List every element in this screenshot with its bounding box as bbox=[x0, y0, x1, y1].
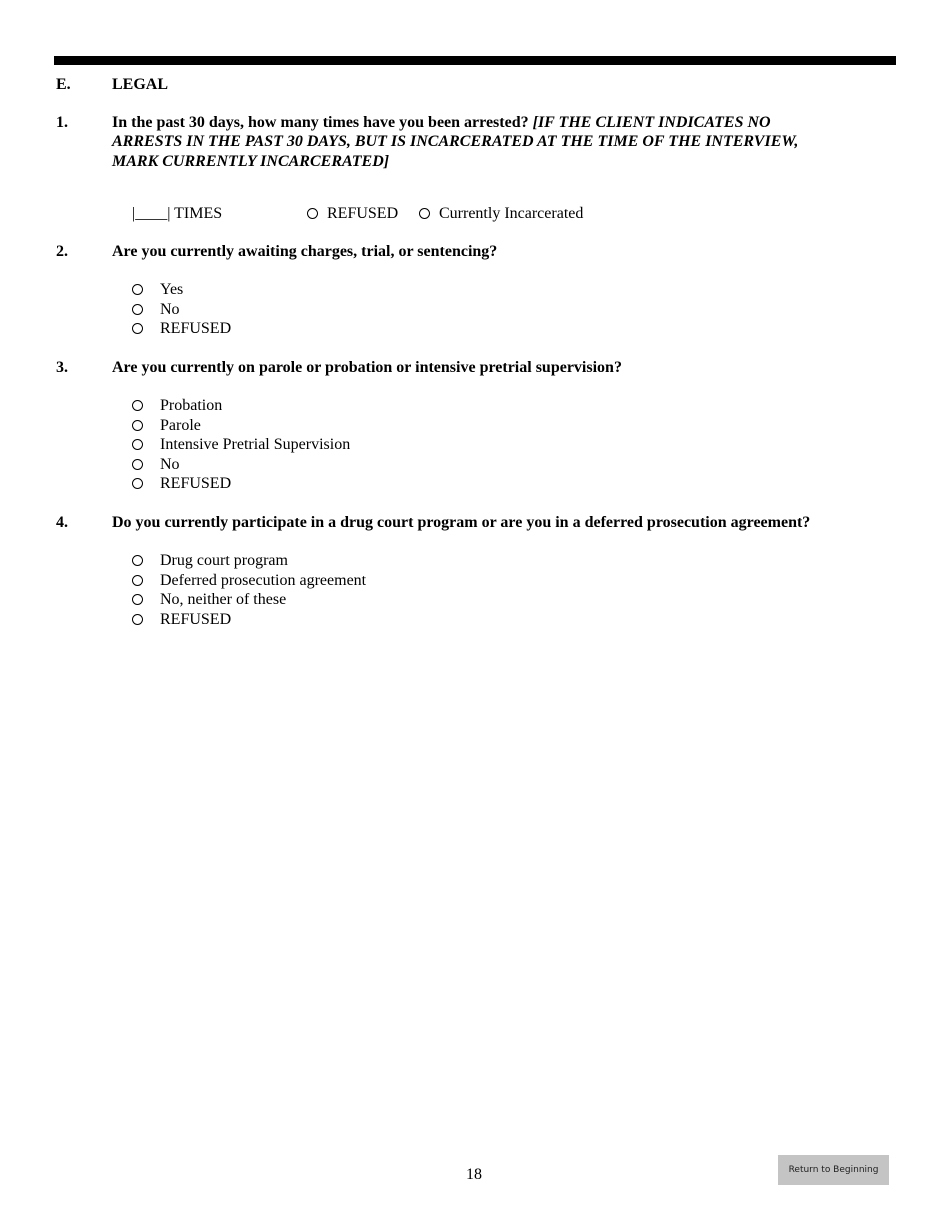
q1-instruction: [IF THE CLIENT INDICATES NO bbox=[532, 114, 771, 131]
times-field[interactable]: |____| TIMES bbox=[132, 205, 223, 222]
option-label: Yes bbox=[160, 281, 184, 298]
q1-instruction-line3: MARK CURRENTLY INCARCERATED] bbox=[112, 153, 390, 170]
option-label: Parole bbox=[160, 416, 201, 434]
radio-circle-icon bbox=[132, 284, 143, 295]
option-label: Intensive Pretrial Supervision bbox=[160, 436, 351, 453]
radio-circle-icon bbox=[132, 555, 143, 566]
option-label: No, neither of these bbox=[160, 591, 287, 608]
q3-option[interactable] bbox=[132, 416, 201, 436]
q2-option[interactable] bbox=[132, 319, 231, 339]
option-label: No bbox=[160, 300, 180, 318]
q4-number: 4. bbox=[56, 514, 68, 531]
page-number: 18 bbox=[466, 1166, 482, 1183]
option-label: Probation bbox=[160, 397, 223, 414]
radio-circle-icon bbox=[132, 323, 143, 334]
radio-circle-icon bbox=[419, 208, 430, 219]
radio-circle-icon bbox=[132, 439, 143, 450]
radio-circle-icon bbox=[132, 400, 143, 411]
q2-number: 2. bbox=[56, 243, 68, 260]
q3-option[interactable] bbox=[132, 455, 180, 475]
radio-circle-icon bbox=[132, 420, 143, 431]
q3-option[interactable] bbox=[132, 396, 222, 416]
option-label: REFUSED bbox=[327, 205, 399, 222]
q1-instruction-line2: ARRESTS IN THE PAST 30 DAYS, BUT IS INCARCERATED AT THE TIME OF THE INTERVIEW, bbox=[112, 133, 799, 150]
option-label: REFUSED bbox=[160, 320, 232, 337]
radio-circle-icon bbox=[307, 208, 318, 219]
q4-option[interactable] bbox=[132, 571, 366, 591]
q2-option[interactable] bbox=[132, 300, 180, 320]
option-label: Currently Incarcerated bbox=[439, 205, 584, 222]
radio-circle-icon bbox=[132, 575, 143, 586]
q3-question: Are you currently on parole or probation or intensive pretrial supervision? bbox=[112, 359, 622, 376]
radio-circle-icon bbox=[132, 304, 143, 315]
q1-text: In the past 30 days, how many times have you been arrested? bbox=[112, 114, 529, 131]
q3-number: 3. bbox=[56, 359, 68, 376]
header-rule bbox=[54, 56, 896, 65]
option-label: Deferred prosecution agreement bbox=[160, 571, 367, 589]
option-label: No bbox=[160, 455, 180, 473]
q4-question: Do you currently participate in a drug court program or are you in a deferred prosecution agreement? bbox=[112, 514, 811, 531]
q4-option[interactable] bbox=[132, 610, 231, 630]
option-label: REFUSED bbox=[160, 610, 232, 628]
return-to-beginning-button[interactable]: Return to Beginning bbox=[778, 1155, 889, 1185]
q2-option[interactable] bbox=[132, 280, 183, 300]
radio-circle-icon bbox=[132, 594, 143, 605]
radio-circle-icon bbox=[132, 478, 143, 489]
q4-option[interactable] bbox=[132, 551, 288, 571]
section-letter: E. bbox=[56, 76, 71, 93]
q3-option[interactable] bbox=[132, 435, 350, 455]
q2-question: Are you currently awaiting charges, trial, or sentencing? bbox=[112, 243, 498, 260]
radio-circle-icon bbox=[132, 459, 143, 470]
q1-question bbox=[112, 113, 771, 133]
q3-option[interactable] bbox=[132, 474, 231, 494]
option-refused[interactable] bbox=[307, 204, 398, 224]
option-label: Drug court program bbox=[160, 552, 288, 569]
q1-number: 1. bbox=[56, 114, 68, 131]
radio-circle-icon bbox=[132, 614, 143, 625]
q4-option[interactable] bbox=[132, 590, 286, 610]
section-title: LEGAL bbox=[112, 76, 169, 93]
option-currently-incarcerated[interactable] bbox=[419, 204, 583, 224]
option-label: REFUSED bbox=[160, 475, 232, 492]
